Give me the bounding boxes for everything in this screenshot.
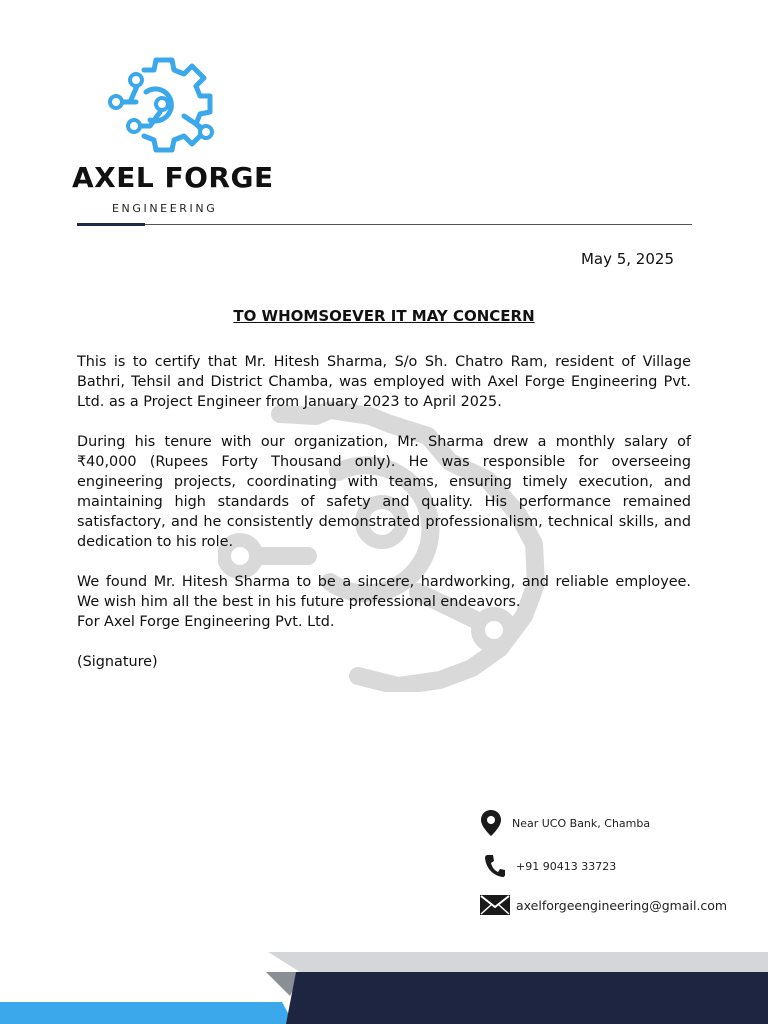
letter-body bbox=[77, 352, 691, 692]
contact-email-text: axelforgeengineering@gmail.com bbox=[516, 897, 728, 913]
header-divider bbox=[77, 224, 692, 225]
letter-sign-off: For Axel Forge Engineering Pvt. Ltd. bbox=[77, 614, 335, 630]
company-name: AXEL FORGE bbox=[72, 161, 274, 194]
contact-phone-text: +91 90413 33723 bbox=[516, 859, 617, 873]
contact-address-text: Near UCO Bank, Chamba bbox=[512, 816, 651, 830]
letter-date: May 5, 2025 bbox=[580, 250, 674, 268]
gear-circuit-icon bbox=[106, 52, 224, 158]
header-divider-accent bbox=[77, 223, 145, 226]
letter-paragraph-closing: We found Mr. Hitesh Sharma to be a sincere, hardworking, and reliable employee. We wish him all the best in his future professional endeavors. bbox=[77, 574, 691, 610]
contact-email bbox=[480, 895, 727, 915]
letter-heading: TO WHOMSOEVER IT MAY CONCERN bbox=[233, 307, 535, 325]
location-pin-icon bbox=[480, 809, 502, 837]
contact-phone bbox=[484, 854, 616, 878]
contact-address bbox=[480, 809, 650, 837]
envelope-icon bbox=[480, 895, 510, 915]
footer-decoration bbox=[0, 948, 768, 1024]
company-tagline: ENGINEERING bbox=[112, 202, 218, 215]
phone-icon bbox=[484, 854, 506, 878]
letter-paragraph-tenure: During his tenure with our organization, Mr. Sharma drew a monthly salary of ₹40,000 (Rupees Forty Thousand only). He was responsible for overseeing engineering projects, coordinating with teams, ensuring timely execution, and maintaining high standards of safety and quality. His performance remained satisfactory, and he consistently demonstrated professionalism, technical skills, and dedication to his role. bbox=[77, 434, 691, 550]
letter-paragraph-employment: This is to certify that Mr. Hitesh Sharma, S/o Sh. Chatro Ram, resident of Village Bathri, Tehsil and District Chamba, was employed with Axel Forge Engineering Pvt. Ltd. as a Project Engineer from January 2023 to April 2025. bbox=[77, 354, 691, 410]
signature-placeholder: (Signature) bbox=[77, 654, 158, 670]
